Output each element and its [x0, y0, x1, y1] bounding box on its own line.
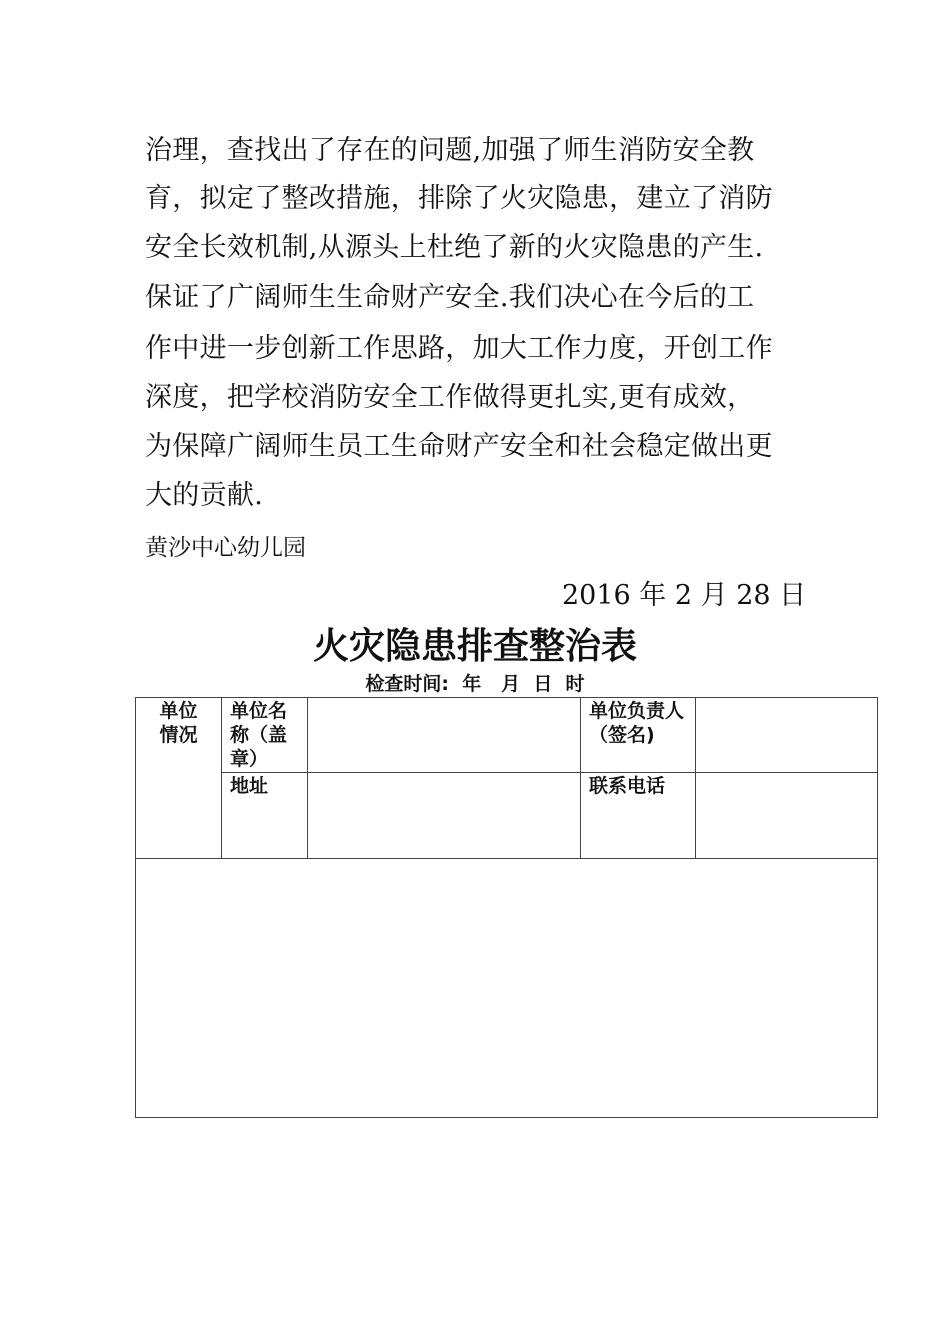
- body-paragraph-line: 大的贡献.: [145, 480, 264, 511]
- responsible-person-field[interactable]: [696, 698, 878, 773]
- responsible-person-label: 单位负责人（签名): [581, 698, 696, 773]
- signature-date: 2016 年 2 月 28 日: [562, 580, 807, 611]
- inspection-form-table: [135, 697, 878, 1118]
- body-paragraph-line: 治理，查找出了存在的问题,加强了师生消防安全教: [145, 135, 755, 166]
- form-subtitle: 检查时间: 年 月 日 时: [365, 673, 585, 695]
- unit-name-field[interactable]: [308, 698, 581, 773]
- body-paragraph-line: 为保障广阔师生员工生命财产安全和社会稳定做出更: [145, 431, 773, 462]
- inspection-content-field[interactable]: [136, 859, 878, 1118]
- address-label: 地址: [222, 773, 308, 859]
- body-paragraph-line: 作中进一步创新工作思路，加大工作力度，开创工作: [145, 333, 773, 364]
- phone-field[interactable]: [696, 773, 878, 859]
- body-paragraph-line: 育，拟定了整改措施，排除了火灾隐患，建立了消防: [145, 183, 773, 214]
- table-row: [136, 773, 878, 859]
- form-title: 火灾隐患排查整治表: [312, 625, 637, 667]
- signer-name: 黄沙中心幼儿园: [145, 535, 306, 561]
- body-paragraph-line: 安全长效机制,从源头上杜绝了新的火灾隐患的产生.: [145, 232, 764, 263]
- phone-label: 联系电话: [581, 773, 696, 859]
- table-row: [136, 698, 878, 773]
- table-row: [136, 859, 878, 1118]
- unit-name-label: 单位名称（盖章）: [222, 698, 308, 773]
- body-paragraph-line: 保证了广阔师生生命财产安全.我们决心在今后的工: [145, 282, 755, 313]
- address-field[interactable]: [308, 773, 581, 859]
- body-paragraph-line: 深度，把学校消防安全工作做得更扎实,更有成效，: [145, 382, 755, 413]
- unit-section-label: 单位 情况: [136, 698, 222, 859]
